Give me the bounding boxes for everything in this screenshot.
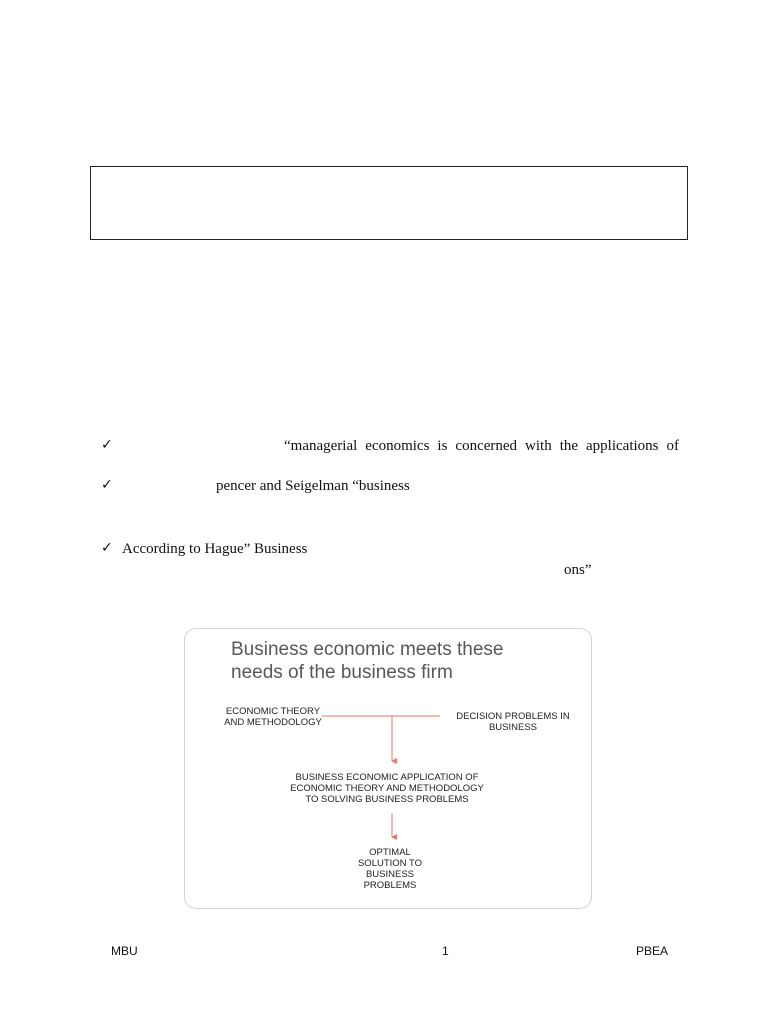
checkmark-icon: ✓ <box>101 437 113 453</box>
diagram-title: Business economic meets these needs of the business firm <box>231 639 504 683</box>
checkmark-icon: ✓ <box>101 540 113 556</box>
bullet-2-text: pencer and Seigelman “business <box>216 478 410 494</box>
business-economics-diagram <box>184 628 592 909</box>
page-number: 1 <box>442 944 449 958</box>
footer-left: MBU <box>111 944 138 958</box>
decision-problems-label: DECISION PROBLEMS IN BUSINESS <box>456 711 570 733</box>
checkmark-icon: ✓ <box>101 477 113 493</box>
bullet-3-text: According to Hague” Business <box>122 541 308 557</box>
business-economic-application-label: BUSINESS ECONOMIC APPLICATION OF ECONOMIC THEORY AND METHODOLOGY TO SOLVING BUSINESS PROBLEMS <box>290 772 484 805</box>
bullet-1-text: “managerial economics is concerned with the applications of <box>284 438 679 454</box>
empty-text-box <box>90 166 688 240</box>
footer-right: PBEA <box>636 944 669 958</box>
economic-theory-label: ECONOMIC THEORY AND METHODOLOGY <box>224 706 322 728</box>
bullet-3-continuation: ons” <box>564 562 592 578</box>
optimal-solution-label: OPTIMAL SOLUTION TO BUSINESS PROBLEMS <box>357 847 423 891</box>
